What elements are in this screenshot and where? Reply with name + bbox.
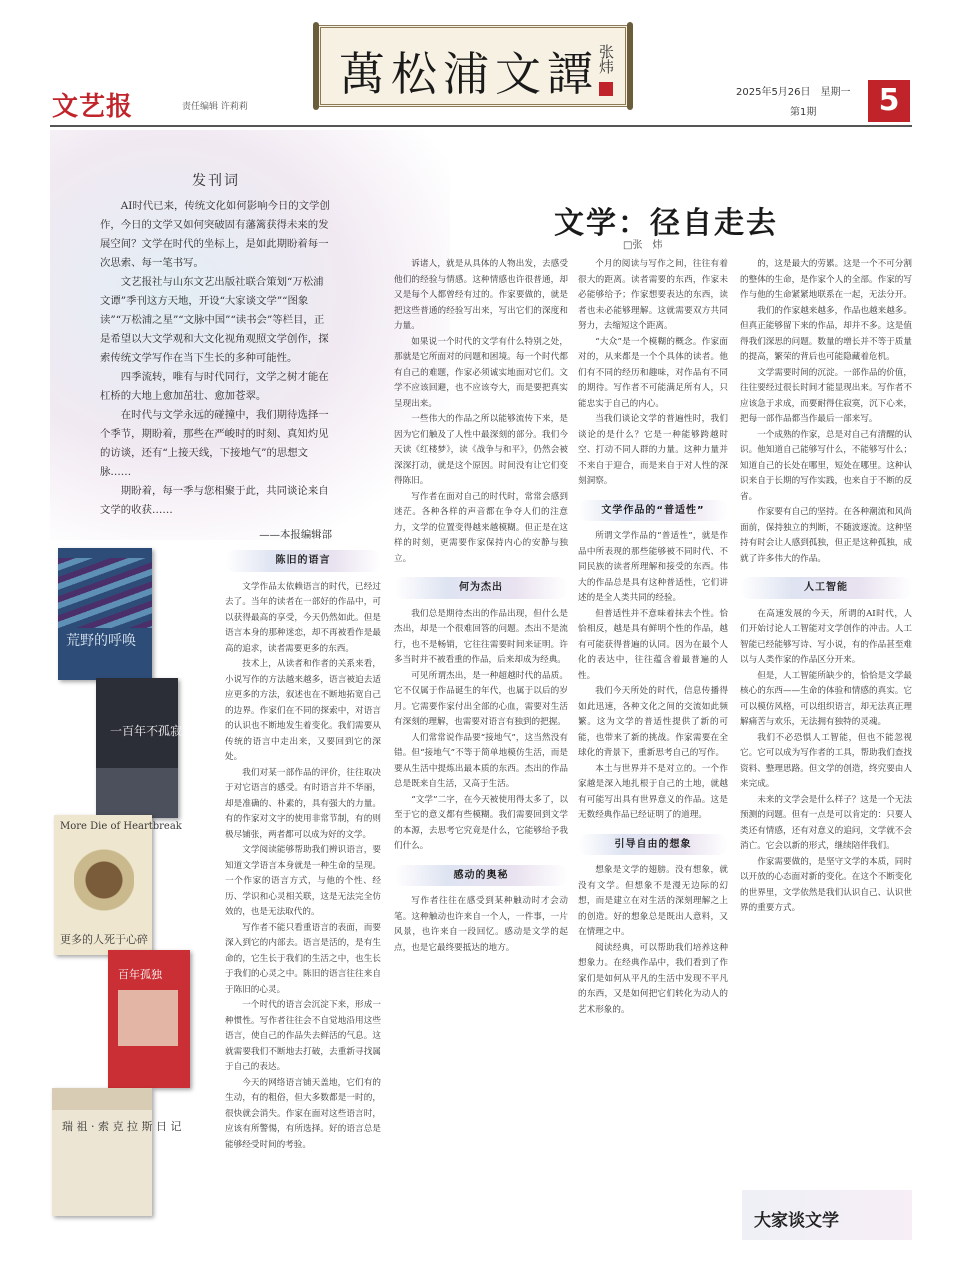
paragraph: 但普适性并不意味着抹去个性。恰恰相反，越是具有鲜明个性的作品，越有可能获得普遍的认同。因为在最个人化的表达中，往往蕴含着最普遍的人性。	[578, 608, 728, 681]
book-title: 更多的人死于心碎	[60, 933, 148, 946]
page-number: 5	[868, 80, 910, 122]
preface-title: 发刊词	[192, 173, 240, 189]
paragraph: 在高速发展的今天，所谓的AI时代，人们开始讨论人工智能对文学创作的冲击。人工智能已经能够写诗、写小说，有的作品甚至难以与人类作家的作品区分开来。	[740, 608, 912, 665]
paragraph: 作家要有自己的坚持。在各种潮流和风尚面前，保持独立的判断，不随波逐流。这种坚持有时会让人感到孤独，但正是这种孤独，成就了许多伟大的作品。	[740, 507, 912, 564]
calligrapher-signature: 张炜	[597, 44, 615, 74]
book-cover-2	[96, 678, 183, 818]
paragraph: “文学”二字，在今天被使用得太多了，以至于它的意义都有些模糊。我们需要回到文学的本源，去思考它究竟是什么，它能够给予我们什么。	[394, 794, 568, 851]
book-cover-1	[58, 548, 152, 680]
column-name: 萬松浦文譚	[339, 47, 599, 101]
book-title: 瑞 祖 · 索 克 拉 斯 日 记	[62, 1120, 182, 1133]
book-cover-4	[108, 950, 190, 1088]
article-column-3	[578, 257, 728, 1240]
paragraph: 作家需要做的，是坚守文学的本质，同时以开放的心态面对新的变化。在这个不断变化的世界里，文学依然是我们认识自己、认识世界的重要方式。	[740, 856, 912, 913]
paragraph: 的，这是最大的劳累。这是一个不可分割的整体的生命，是作家个人的全部。作家的写作与他的生命紧紧地联系在一起，无法分开。	[740, 259, 912, 300]
book-cover-5	[52, 1088, 182, 1216]
paragraph: 诉诸人，就是从具体的人物出发，去感受他们的经验与情感。这种情感也许很普通，却又是每个人都曾经有过的。作家要做的，就是把这些普通的经验写出来，写出它们的深度和力量。	[394, 259, 568, 331]
book-title: 荒野的呼唤	[66, 633, 136, 649]
editor-credit: 责任编辑 许莉莉	[182, 102, 248, 112]
section-heading: 人工智能	[740, 577, 912, 599]
paragraph: 一些伟大的作品之所以能够流传下来，是因为它们触及了人性中最深刻的部分。我们今天读《红楼梦》，读《战争与和平》，仍然会被深深打动，就是这个原因。时间没有让它们变得陈旧。	[394, 414, 568, 486]
issue-date: 2025年5月26日 星期一	[736, 87, 851, 98]
section-corner-label: 大家谈文学	[742, 1190, 912, 1240]
paragraph: 文学作品太依赖语言的时代，已经过去了。当年的读者在一部好的作品中，可以获得最高的享受，今天仍然如此。但是语言本身的那种迷恋，却不再被看作是最高的追求，读者需要更多的东西。	[225, 581, 381, 654]
paragraph: 今天的网络语言铺天盖地，它们有的生动，有的粗俗，但大多数都是一时的，很快就会消失。作家在面对这些语言时，应该有所警惕，有所选择。好的语言总是能够经受时间的考验。	[225, 1077, 381, 1150]
paragraph: 想象是文学的翅膀。没有想象，就没有文学。但想象不是漫无边际的幻想，而是建立在对生活的深刻理解之上的创造。好的想象总是既出人意料，又在情理之中。	[578, 865, 728, 937]
cover-art	[52, 1088, 152, 1110]
cover-art	[74, 845, 134, 915]
paragraph: 技术上，从读者和作者的关系来看，小说写作的方法越来越多，语言被迫去适应更多的方法，叙述也在不断地拓宽自己的边界。作家们在不同的探索中，对语言的认识也不断地发生着变化。我们需要从传统的语言中走出来，又要回到它的深处。	[225, 659, 381, 762]
article-column-1	[225, 540, 381, 1240]
preface-paragraph: 四季流转，唯有与时代同行，文学之树才能在杠桥的大地上愈加茁壮、愈加苍翠。	[100, 371, 329, 402]
paragraph: 如果说一个时代的文学有什么特别之处，那就是它所面对的问题和困境。每一个时代都有自己的难题，作家必须诚实地面对它们。文学不应该回避，也不应该夸大，而是要把真实呈现出来。	[394, 336, 568, 409]
preface-signature: ——本报编辑部	[259, 529, 332, 541]
section-heading: 何为杰出	[394, 577, 568, 599]
paragraph: 我们总是期待杰出的作品出现，但什么是杰出，却是一个很难回答的问题。杰出不是流行，也不是畅销，它往往需要时间来证明。许多当时并不被看重的作品，后来却成为经典。	[394, 608, 568, 665]
paragraph: 写作者不能只看重语言的表面，而要深入到它的内部去。语言是活的，是有生命的，它生长于我们的生活之中，也生长于我们的心灵之中。陈旧的语言往往来自于陈旧的心灵。	[225, 922, 381, 995]
header-rule	[50, 125, 912, 127]
red-seal-icon	[599, 82, 613, 96]
paragraph: “大众”是一个模糊的概念。作家面对的，从来都是一个个具体的读者。他们有不同的经历和趣味，对作品有不同的期待。写作者不可能满足所有人，只能忠实于自己的内心。	[578, 336, 728, 409]
paragraph: 一个时代的语言会沉淀下来，形成一种惯性。写作者往往会不自觉地沿用这些语言，使自己的作品失去鲜活的气息。这就需要我们不断地去打破，去重新寻找属于自己的表达。	[225, 1000, 381, 1072]
column-title-scroll	[318, 25, 628, 107]
paragraph: 一个成熟的作家，总是对自己有清醒的认识。他知道自己能够写什么，不能够写什么；知道自己的长处在哪里，短处在哪里。这种认识来自于长期的写作实践，也来自于不断的反省。	[740, 429, 912, 502]
preface-paragraph: AI时代已来，传统文化如何影响今日的文学创作，今日的文学又如何突破固有藩篱获得未来的发展空间？文学在时代的坐标上，是如此期盼着每一次思索、每一笔书写。	[100, 200, 330, 269]
paragraph: 所谓文学作品的“普适性”，就是作品中所表现的那些能够被不同时代、不同民族的读者所理解和接受的东西。伟大的作品总是具有这种普适性，它们讲述的是全人类共同的经验。	[578, 531, 728, 603]
preface	[100, 172, 332, 545]
preface-paragraph: 期盼着，每一季与您相聚于此，共同谈论来自文学的收获……	[100, 485, 329, 516]
paragraph: 当我们谈论文学的普遍性时，我们谈论的是什么？它是一种能够跨越时空、打动不同人群的力量。这种力量并不来自于迎合，而是来自于对人性的深刻洞察。	[578, 414, 728, 486]
cover-art	[118, 990, 178, 1046]
section-heading: 文学作品的“普适性”	[578, 500, 728, 522]
paragraph: 我们不必恐惧人工智能，但也不能忽视它。它可以成为写作者的工具，帮助我们查找资料、整理思路。但文学的创造，终究要由人来完成。	[740, 732, 912, 789]
paragraph: 个月的阅读与写作之间，往往有着很大的距离。读者需要的东西，作家未必能够给予；作家想要表达的东西，读者也未必能够理解。这就需要双方共同努力，去缩短这个距离。	[578, 259, 728, 331]
paragraph: 人们常常说作品要“接地气”，这当然没有错。但“接地气”不等于简单地模仿生活，而是要从生活中提炼出最本质的东西。杰出的作品总是既来自生活，又高于生活。	[394, 732, 568, 789]
paragraph: 文学阅读能够帮助我们辨识语言，要知道文学语言本身就是一种生命的呈现。一个作家的语言方式，与他的个性、经历、学识和心灵相关联，这是无法完全仿效的，也是无法取代的。	[225, 845, 381, 917]
paragraph: 阅读经典，可以帮助我们培养这种想象力。在经典作品中，我们看到了作家们是如何从平凡的生活中发现不平凡的东西，又是如何把它们转化为动人的艺术形象的。	[578, 942, 728, 1015]
section-heading: 感动的奥秘	[394, 865, 568, 887]
paragraph: 可见所谓杰出，是一种超越时代的品质。它不仅属于作品诞生的年代，也属于以后的岁月。它需要作家付出全部的心血，需要对生活有深刻的理解，也需要对语言有独到的把握。	[394, 670, 568, 727]
preface-paragraph: 文艺报社与山东文艺出版社联合策划“万松浦文谭”季刊这方天地，开设“大家谈文学”“图象读”“万松浦之星”“文脉中国”“读书会”等栏目，正是希望以大文学观和大文化视角观照文学创作，探索传统文学写作在当下生长的多种可能性。	[100, 276, 329, 364]
paragraph: 未来的文学会是什么样子？这是一个无法预测的问题。但有一点是可以肯定的：只要人类还有情感，还有对意义的追问，文学就不会消亡。它会以新的形式，继续陪伴我们。	[740, 794, 912, 851]
book-cover-3	[54, 815, 182, 955]
paragraph: 写作者往往在感受到某种触动时才会动笔。这种触动也许来自一个人，一件事，一片风景，也许来自一段回忆。感动是文学的起点，也是它最终要抵达的地方。	[394, 896, 568, 953]
article-column-4	[740, 257, 912, 1187]
article-title: 文学：径自走去	[554, 206, 778, 241]
paragraph: 文学需要时间的沉淀。一部作品的价值，往往要经过很长时间才能显现出来。写作者不应该急于求成，而要耐得住寂寞，沉下心来，把每一部作品都当作最后一部来写。	[740, 367, 912, 424]
paragraph: 本土与世界并不是对立的。一个作家越是深入地扎根于自己的土地，就越有可能写出具有世界意义的作品。这是无数经典作品已经证明了的道理。	[578, 763, 728, 820]
paragraph: 但是，人工智能所缺少的，恰恰是文学最核心的东西——生命的体验和情感的真实。它可以模仿风格，可以组织语言，却无法真正理解痛苦与欢乐，无法拥有独特的灵魂。	[740, 670, 912, 727]
paragraph: 写作者在面对自己的时代时，常常会感到迷茫。各种各样的声音都在争夺人们的注意力，文学的位置变得越来越模糊。但正是在这样的时刻，更需要作家保持内心的安静与独立。	[394, 491, 568, 564]
paragraph: 我们的作家越来越多，作品也越来越多。但真正能够留下来的作品，却并不多。这是值得我们深思的问题。数量的增长并不等于质量的提高，繁荣的背后也可能隐藏着危机。	[740, 305, 912, 362]
paragraph: 我们今天所处的时代，信息传播得如此迅速，各种文化之间的交流如此频繁。这为文学的普适性提供了新的可能，也带来了新的挑战。作家需要在全球化的背景下，重新思考自己的写作。	[578, 686, 728, 758]
cover-art	[58, 558, 152, 628]
article-author: □张 炜	[623, 240, 663, 251]
book-title: 一百年不孤寂	[110, 724, 183, 738]
article-column-2	[394, 257, 568, 1240]
section-heading: 引导自由的想象	[578, 834, 728, 856]
newspaper-logo: 文艺报	[52, 92, 134, 122]
cover-art	[96, 768, 178, 818]
preface-paragraph: 在时代与文学永远的碰撞中，我们期待选择一个季节，期盼着，那些在严峻时的时刻、真知灼见的访谈，还有“上接天线，下接地气”的思想文脉……	[100, 409, 329, 478]
section-heading: 陈旧的语言	[225, 550, 381, 572]
book-title: 百年孤独	[118, 968, 162, 981]
issue-number: 第1期	[790, 107, 817, 118]
book-title-english: More Die of Heartbreak	[60, 821, 182, 832]
paragraph: 我们对某一部作品的评价，往往取决于对它语言的感受。有时语言并不华丽，却是准确的、朴素的，具有强大的力量。有的作家对文字的使用非常节制，有的则极尽铺张，两者都可以成为好的文学。	[225, 767, 381, 840]
